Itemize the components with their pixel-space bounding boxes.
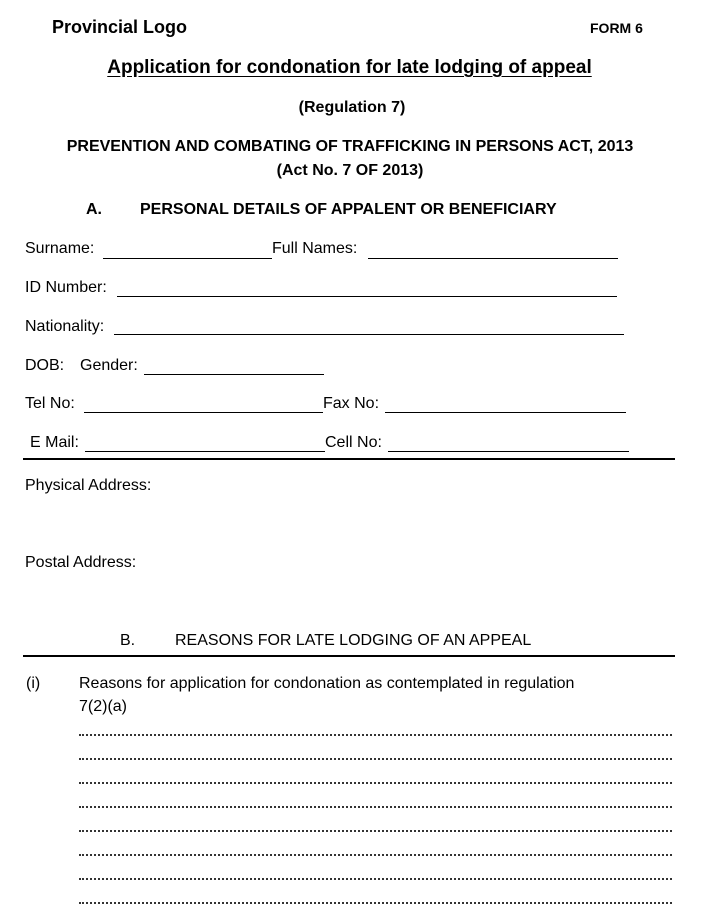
full-names-label: Full Names:: [272, 240, 358, 257]
section-b-divider: [23, 655, 675, 657]
nationality-label: Nationality:: [25, 318, 105, 335]
nationality-field[interactable]: [114, 334, 624, 335]
item-i-marker: (i): [26, 675, 41, 692]
reason-answer-line[interactable]: [79, 734, 672, 736]
tel-no-label: Tel No:: [25, 395, 75, 412]
reason-answer-line[interactable]: [79, 902, 672, 904]
section-b-letter: B.: [120, 632, 136, 649]
dob-label: DOB:: [25, 357, 65, 374]
fax-no-label: Fax No:: [323, 395, 380, 412]
section-a-divider: [23, 458, 675, 460]
reason-answer-line[interactable]: [79, 758, 672, 760]
surname-field[interactable]: [103, 258, 272, 259]
postal-address-label: Postal Address:: [25, 554, 137, 571]
reason-answer-line[interactable]: [79, 854, 672, 856]
cell-no-label: Cell No:: [325, 434, 382, 451]
regulation-reference: (Regulation 7): [298, 99, 406, 116]
provincial-logo-placeholder: Provincial Logo: [52, 17, 188, 37]
item-i-text-line1: Reasons for application for condonation as contemplated in regulation: [79, 675, 575, 692]
act-name: PREVENTION AND COMBATING OF TRAFFICKING IN PERSONS ACT, 2013: [66, 138, 634, 155]
gender-field[interactable]: [144, 374, 324, 375]
physical-address-field[interactable]: [25, 497, 675, 545]
surname-label: Surname:: [25, 240, 95, 257]
id-number-label: ID Number:: [25, 279, 107, 296]
gender-label: Gender:: [80, 357, 138, 374]
reason-answer-line[interactable]: [79, 830, 672, 832]
physical-address-label: Physical Address:: [25, 477, 152, 494]
postal-address-field[interactable]: [25, 574, 675, 622]
reason-answer-line[interactable]: [79, 878, 672, 880]
id-number-field[interactable]: [117, 296, 617, 297]
form-title: Application for condonation for late lodging of appeal: [107, 57, 592, 78]
email-field[interactable]: [85, 451, 325, 452]
fax-no-field[interactable]: [385, 412, 626, 413]
reason-answer-line[interactable]: [79, 806, 672, 808]
reason-answer-line[interactable]: [79, 782, 672, 784]
email-label: E Mail:: [30, 434, 79, 451]
act-number: (Act No. 7 OF 2013): [276, 162, 424, 179]
item-i-text-line2: 7(2)(a): [79, 698, 128, 715]
form-number: FORM 6: [590, 20, 643, 36]
cell-no-field[interactable]: [388, 451, 629, 452]
full-names-field[interactable]: [368, 258, 618, 259]
section-b-heading: REASONS FOR LATE LODGING OF AN APPEAL: [175, 632, 532, 649]
section-a-letter: A.: [86, 201, 102, 218]
tel-no-field[interactable]: [84, 412, 323, 413]
form-title-wrapper: [75, 57, 624, 79]
section-a-heading: PERSONAL DETAILS OF APPALENT OR BENEFICIARY: [140, 201, 557, 218]
